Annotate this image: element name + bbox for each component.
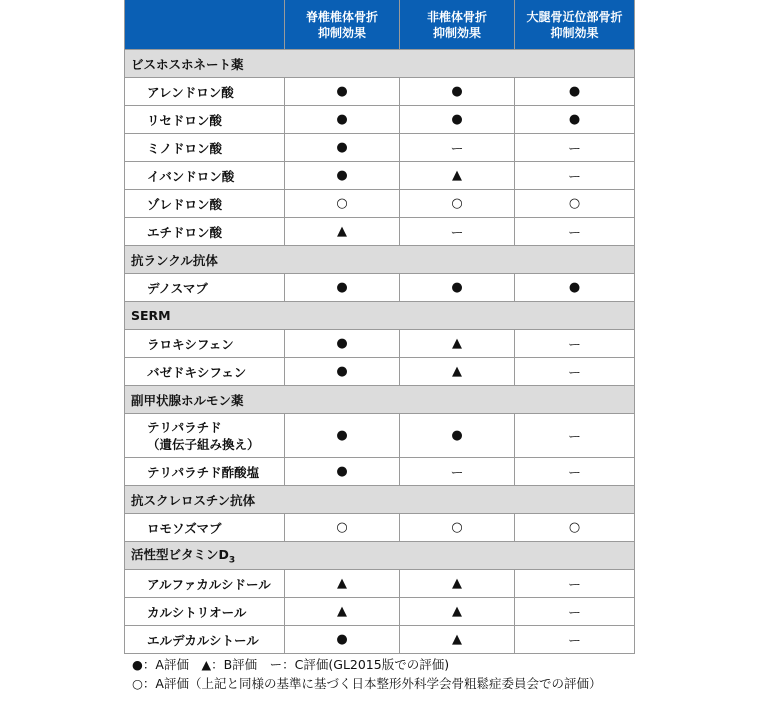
drug-row	[125, 162, 635, 190]
drug-row	[125, 106, 635, 134]
filled-circle-mark	[400, 274, 515, 302]
mark-symbol: ●	[336, 168, 348, 183]
drug-name-cell	[125, 274, 285, 302]
header-blank-cell	[125, 0, 285, 50]
mark-symbol: ●	[336, 280, 348, 295]
dash-mark	[515, 162, 635, 190]
category-text: ビスホスホネート薬	[131, 56, 244, 72]
mark-symbol: ●	[336, 140, 348, 155]
mark-symbol: ー	[450, 142, 464, 157]
category-label	[125, 246, 635, 274]
category-label	[125, 486, 635, 514]
mark-symbol: ▲	[337, 576, 347, 591]
category-subscript: 3	[228, 555, 236, 566]
drug-row	[125, 514, 635, 542]
category-label	[125, 50, 635, 78]
drug-name: アルファカルシドール	[147, 576, 271, 592]
mark-symbol: ●	[451, 84, 463, 99]
mark-symbol: ー	[567, 634, 581, 649]
category-label	[125, 302, 635, 330]
header-hip-line2: 抑制効果	[550, 25, 599, 40]
dash-mark	[515, 598, 635, 626]
dash-mark	[515, 218, 635, 246]
category-text: 副甲状腺ホルモン薬	[131, 392, 244, 408]
filled-circle-mark	[400, 106, 515, 134]
drug-name-cell	[125, 598, 285, 626]
mark-symbol: ー	[567, 226, 581, 241]
open-circle-mark	[285, 514, 400, 542]
category-label	[125, 386, 635, 414]
mark-symbol: ●	[451, 112, 463, 127]
open-circle-mark	[515, 514, 635, 542]
filled-circle-mark	[285, 106, 400, 134]
header-nonvertebral-line1: 非椎体骨折	[426, 9, 487, 24]
drug-row	[125, 218, 635, 246]
triangle-mark	[400, 358, 515, 386]
drug-name-cell	[125, 458, 285, 486]
drug-row	[125, 414, 635, 458]
triangle-mark	[400, 330, 515, 358]
mark-symbol: ▲	[452, 576, 462, 591]
dash-mark	[515, 134, 635, 162]
mark-symbol: ー	[567, 170, 581, 185]
filled-circle-mark	[285, 134, 400, 162]
filled-circle-mark	[285, 626, 400, 654]
filled-circle-mark	[515, 274, 635, 302]
drug-name-cell	[125, 78, 285, 106]
drug-row	[125, 570, 635, 598]
mark-symbol: ●	[336, 364, 348, 379]
mark-symbol: ▲	[452, 364, 462, 379]
drug-name-cell	[125, 218, 285, 246]
triangle-mark	[285, 570, 400, 598]
mark-symbol: ●	[336, 428, 348, 443]
mark-symbol: ●	[336, 84, 348, 99]
drug-name: アレンドロン酸	[147, 84, 234, 100]
category-label	[125, 542, 635, 570]
drug-name-cell	[125, 626, 285, 654]
mark-symbol: ー	[567, 606, 581, 621]
drug-row	[125, 190, 635, 218]
mark-symbol: ー	[567, 466, 581, 481]
drug-name-cell	[125, 330, 285, 358]
dash-mark	[515, 570, 635, 598]
drug-name: カルシトリオール	[147, 604, 247, 620]
dash-mark	[515, 458, 635, 486]
drug-name: ラロキシフェン	[147, 336, 234, 352]
category-row	[125, 246, 635, 274]
category-row	[125, 542, 635, 570]
mark-symbol: ●	[451, 280, 463, 295]
dash-mark	[515, 626, 635, 654]
category-row	[125, 50, 635, 78]
drug-row	[125, 78, 635, 106]
filled-circle-mark	[285, 358, 400, 386]
drug-name-cell	[125, 514, 285, 542]
dash-mark	[400, 134, 515, 162]
drug-name-cell	[125, 106, 285, 134]
mark-symbol: ー	[567, 142, 581, 157]
drug-name-cell	[125, 570, 285, 598]
filled-circle-mark	[285, 458, 400, 486]
drug-efficacy-table	[124, 0, 635, 654]
triangle-mark	[285, 598, 400, 626]
dash-mark	[515, 358, 635, 386]
mark-symbol: ○	[336, 196, 348, 211]
mark-symbol: ●	[451, 428, 463, 443]
header-vertebral-line2: 抑制効果	[317, 25, 366, 40]
drug-name: ゾレドロン酸	[147, 196, 223, 212]
drug-name: ロモソズマブ	[147, 520, 222, 536]
drug-row	[125, 626, 635, 654]
drug-name-cell	[125, 358, 285, 386]
drug-row	[125, 274, 635, 302]
filled-circle-mark	[285, 330, 400, 358]
header-nonvertebral	[400, 0, 515, 50]
mark-symbol: ー	[567, 338, 581, 353]
header-nonvertebral-line2: 抑制効果	[432, 25, 481, 40]
mark-symbol: ▲	[337, 224, 347, 239]
drug-name-cell	[125, 134, 285, 162]
drug-name-cell	[125, 162, 285, 190]
drug-name: イバンドロン酸	[147, 168, 235, 184]
filled-circle-mark	[285, 414, 400, 458]
mark-symbol: ー	[567, 366, 581, 381]
drug-name: デノスマブ	[147, 280, 208, 296]
mark-symbol: ●	[568, 280, 581, 295]
mark-symbol: ー	[450, 466, 464, 481]
category-text: 抗ランクル抗体	[131, 252, 218, 268]
header-vertebral	[285, 0, 400, 50]
open-circle-mark	[515, 190, 635, 218]
legend	[132, 655, 601, 693]
drug-row	[125, 458, 635, 486]
mark-symbol: ●	[336, 336, 348, 351]
category-text: SERM	[131, 308, 171, 323]
category-row	[125, 302, 635, 330]
triangle-mark	[400, 598, 515, 626]
mark-symbol: ○	[568, 520, 581, 535]
category-row	[125, 386, 635, 414]
triangle-mark	[285, 218, 400, 246]
legend-line-2: ○：A評価（上記と同様の基準に基づく日本整形外科学会骨粗鬆症委員会での評価）	[132, 676, 602, 691]
drug-name: エチドロン酸	[147, 224, 223, 240]
mark-symbol: ▲	[452, 336, 462, 351]
drug-row	[125, 134, 635, 162]
drug-row	[125, 330, 635, 358]
dash-mark	[400, 218, 515, 246]
filled-circle-mark	[285, 274, 400, 302]
mark-symbol: ○	[568, 196, 581, 211]
mark-symbol: ○	[336, 520, 348, 535]
dash-mark	[400, 458, 515, 486]
triangle-mark	[400, 570, 515, 598]
mark-symbol: ー	[450, 226, 464, 241]
legend-line-1: ●：A評価 ▲：B評価 ー：C評価(GL2015版での評価)	[132, 657, 450, 672]
mark-symbol: ー	[567, 430, 581, 445]
dash-mark	[515, 330, 635, 358]
mark-symbol: ▲	[452, 168, 462, 183]
mark-symbol: ▲	[337, 604, 347, 619]
open-circle-mark	[400, 190, 515, 218]
header-vertebral-line1: 脊椎椎体骨折	[305, 9, 378, 24]
open-circle-mark	[400, 514, 515, 542]
mark-symbol: ▲	[452, 632, 462, 647]
dash-mark	[515, 414, 635, 458]
mark-symbol: ○	[451, 196, 463, 211]
drug-efficacy-table-container	[124, 0, 634, 654]
mark-symbol: ●	[336, 632, 348, 647]
header-hip	[515, 0, 635, 50]
drug-name: テリパラチド酢酸塩	[147, 464, 260, 480]
mark-symbol: ●	[568, 84, 581, 99]
drug-name: バゼドキシフェン	[147, 364, 247, 380]
filled-circle-mark	[285, 162, 400, 190]
category-text: 活性型ビタミンD	[131, 547, 229, 563]
filled-circle-mark	[400, 414, 515, 458]
filled-circle-mark	[515, 78, 635, 106]
drug-name-cell	[125, 190, 285, 218]
mark-symbol: ○	[451, 520, 463, 535]
drug-name: ミノドロン酸	[147, 140, 223, 156]
header-row	[125, 0, 635, 50]
table-body	[125, 50, 635, 654]
mark-symbol: ▲	[452, 604, 462, 619]
filled-circle-mark	[285, 78, 400, 106]
drug-name-cell	[125, 414, 285, 458]
triangle-mark	[400, 626, 515, 654]
drug-row	[125, 598, 635, 626]
open-circle-mark	[285, 190, 400, 218]
header-hip-line1: 大腿骨近位部骨折	[526, 9, 623, 24]
category-text: 抗スクレロスチン抗体	[131, 492, 256, 508]
category-row	[125, 486, 635, 514]
filled-circle-mark	[400, 78, 515, 106]
drug-row	[125, 358, 635, 386]
mark-symbol: ●	[336, 464, 348, 479]
drug-name: エルデカルシトール	[147, 632, 259, 648]
drug-name: リセドロン酸	[147, 112, 222, 128]
drug-name: （遺伝子組み換え）	[147, 436, 260, 452]
mark-symbol: ●	[568, 112, 581, 127]
filled-circle-mark	[515, 106, 635, 134]
mark-symbol: ー	[567, 578, 581, 593]
drug-name: テリパラチド	[147, 419, 222, 435]
triangle-mark	[400, 162, 515, 190]
mark-symbol: ●	[336, 112, 348, 127]
